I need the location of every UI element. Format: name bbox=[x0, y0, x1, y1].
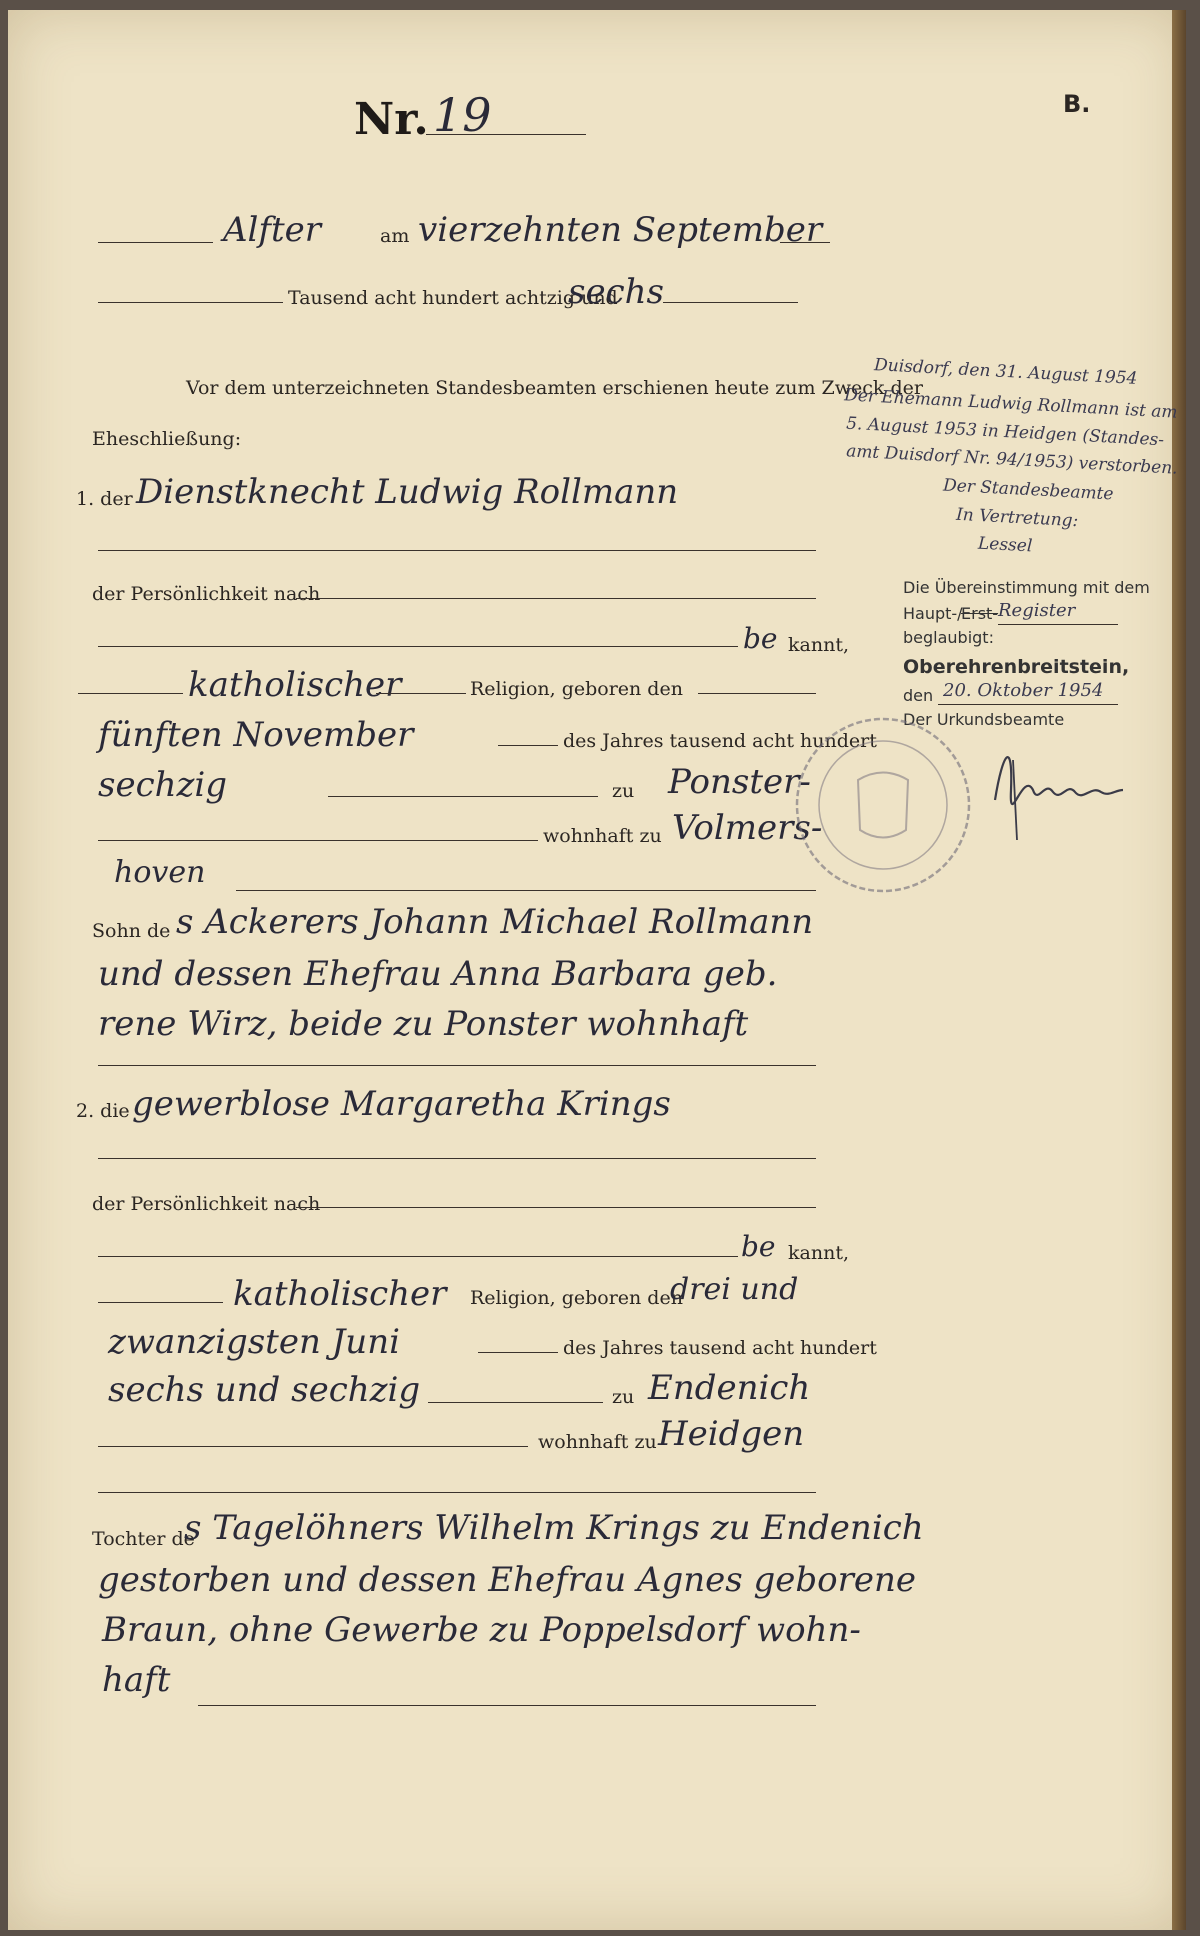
rule bbox=[198, 1705, 816, 1706]
rule bbox=[938, 704, 1118, 705]
rule bbox=[98, 1158, 816, 1159]
register-page bbox=[8, 10, 1186, 1930]
groom-jahres-label: des Jahres tausend acht hundert bbox=[563, 730, 877, 752]
groom-residence-2: hoven bbox=[114, 855, 206, 890]
rule bbox=[426, 134, 586, 135]
rule bbox=[428, 1402, 603, 1403]
margin-note-line-2: Der Ehemann Ludwig Rollmann ist am bbox=[843, 385, 1179, 423]
cert-haupt-label: Haupt-/ bbox=[903, 604, 963, 623]
rule bbox=[98, 550, 816, 551]
rule bbox=[98, 302, 283, 303]
cert-place: Oberehrenbreitstein, bbox=[903, 656, 1130, 678]
groom-parents-1: s Ackerers Johann Michael Rollmann bbox=[176, 902, 814, 942]
margin-note-line-6: In Vertretung: bbox=[955, 504, 1079, 532]
groom-name: Dienstknecht Ludwig Rollmann bbox=[136, 472, 679, 512]
rule bbox=[498, 745, 558, 746]
bride-parents-2: gestorben und dessen Ehefrau Agnes geborene bbox=[98, 1560, 917, 1600]
margin-note-signature: Lessel bbox=[977, 533, 1033, 557]
bride-residence: Heidgen bbox=[658, 1414, 805, 1454]
rule bbox=[98, 242, 213, 243]
intro-line-1: Vor dem unterzeichneten Standesbeamten erschienen heute zum Zweck der bbox=[186, 377, 923, 399]
groom-birth-day: fünften November bbox=[98, 715, 414, 755]
bride-name: gewerblose Margaretha Krings bbox=[132, 1084, 671, 1124]
groom-number: 1. der bbox=[76, 488, 133, 510]
bride-zu-label: zu bbox=[612, 1386, 635, 1408]
groom-religion-label: Religion, geboren den bbox=[470, 678, 683, 700]
margin-note-line-1: Duisdorf, den 31. August 1954 bbox=[873, 355, 1138, 389]
groom-zu-label: zu bbox=[612, 780, 635, 802]
rule bbox=[376, 693, 466, 694]
rule bbox=[698, 693, 816, 694]
bride-wohnhaft-label: wohnhaft zu bbox=[538, 1431, 657, 1453]
bride-religion-label: Religion, geboren den bbox=[470, 1287, 683, 1309]
groom-parents-2: und dessen Ehefrau Anna Barbara geb. bbox=[98, 954, 778, 994]
bride-birth-year: sechs und sechzig bbox=[108, 1370, 421, 1410]
groom-sohn-label: Sohn de bbox=[92, 920, 171, 942]
record-number-value: 19 bbox=[433, 88, 492, 142]
groom-religion: katholischer bbox=[188, 665, 402, 705]
place-of-record: Alfter bbox=[223, 210, 322, 250]
margin-note-line-3: 5. August 1953 in Heidgen (Standes- bbox=[845, 413, 1165, 451]
book-edge bbox=[1172, 10, 1186, 1930]
official-signature bbox=[983, 730, 1133, 850]
rule bbox=[98, 1256, 738, 1257]
bride-birth-day-2: zwanzigsten Juni bbox=[108, 1322, 400, 1362]
record-number-label: Nr. bbox=[354, 94, 429, 145]
margin-note-line-5: Der Standesbeamte bbox=[942, 475, 1114, 505]
rule bbox=[663, 302, 798, 303]
bride-personlichkeit-label: der Persönlichkeit nach bbox=[92, 1193, 321, 1215]
rule bbox=[98, 1302, 223, 1303]
bride-bekannt-hand: be bbox=[741, 1230, 776, 1263]
groom-birth-year: sechzig bbox=[98, 765, 228, 805]
bride-parents-1: s Tagelöhners Wilhelm Krings zu Endenich bbox=[184, 1508, 924, 1548]
bride-jahres-label: des Jahres tausend acht hundert bbox=[563, 1337, 877, 1359]
bride-bekannt-print: kannt, bbox=[788, 1242, 849, 1264]
groom-parents-3: rene Wirz, beide zu Ponster wohnhaft bbox=[98, 1004, 749, 1044]
margin-note-line-4: amt Duisdorf Nr. 94/1953) verstorben. bbox=[845, 441, 1179, 479]
groom-bekannt-hand: be bbox=[743, 622, 778, 655]
rule bbox=[296, 598, 816, 599]
cert-register-hand: Register bbox=[998, 600, 1076, 621]
cert-date-hand: 20. Oktober 1954 bbox=[943, 680, 1104, 701]
rule bbox=[78, 693, 183, 694]
bride-parents-3: Braun, ohne Gewerbe zu Poppelsdorf wohn- bbox=[102, 1610, 861, 1650]
rule bbox=[98, 1065, 816, 1066]
cert-official: Der Urkundsbeamte bbox=[903, 710, 1065, 729]
intro-line-2: Eheschließung: bbox=[92, 428, 242, 450]
cert-erst-struck: Erst- bbox=[961, 604, 999, 623]
rule bbox=[296, 1207, 816, 1208]
bride-religion: katholischer bbox=[233, 1274, 447, 1314]
rule bbox=[780, 242, 830, 243]
rule bbox=[478, 1352, 558, 1353]
bride-birth-place: Endenich bbox=[648, 1368, 811, 1408]
rule bbox=[998, 624, 1118, 625]
form-letter: B. bbox=[1063, 90, 1091, 118]
groom-wohnhaft-label: wohnhaft zu bbox=[543, 825, 662, 847]
cert-line-1: Die Übereinstimmung mit dem bbox=[903, 578, 1150, 597]
official-seal bbox=[788, 710, 978, 900]
groom-personlichkeit-label: der Persönlichkeit nach bbox=[92, 583, 321, 605]
date-year: sechs bbox=[568, 272, 664, 312]
date-day-month: vierzehnten September bbox=[418, 210, 823, 250]
bride-tochter-label: Tochter de bbox=[92, 1528, 195, 1550]
bride-birth-day-1: drei und bbox=[670, 1272, 799, 1307]
rule bbox=[98, 646, 738, 647]
cert-den-label: den bbox=[903, 686, 934, 705]
rule bbox=[236, 890, 816, 891]
bride-number: 2. die bbox=[76, 1100, 130, 1122]
rule bbox=[98, 1492, 816, 1493]
cert-beglaubigt: beglaubigt: bbox=[903, 628, 994, 647]
rule bbox=[328, 796, 598, 797]
rule bbox=[98, 840, 538, 841]
groom-birth-place: Ponster- bbox=[668, 762, 811, 802]
groom-residence-1: Volmers- bbox=[672, 808, 823, 848]
tausend-label: Tausend acht hundert achtzig und bbox=[288, 287, 618, 309]
groom-bekannt-print: kannt, bbox=[788, 634, 849, 656]
rule bbox=[98, 1446, 528, 1447]
bride-parents-4: haft bbox=[102, 1660, 171, 1700]
am-label: am bbox=[380, 225, 410, 247]
